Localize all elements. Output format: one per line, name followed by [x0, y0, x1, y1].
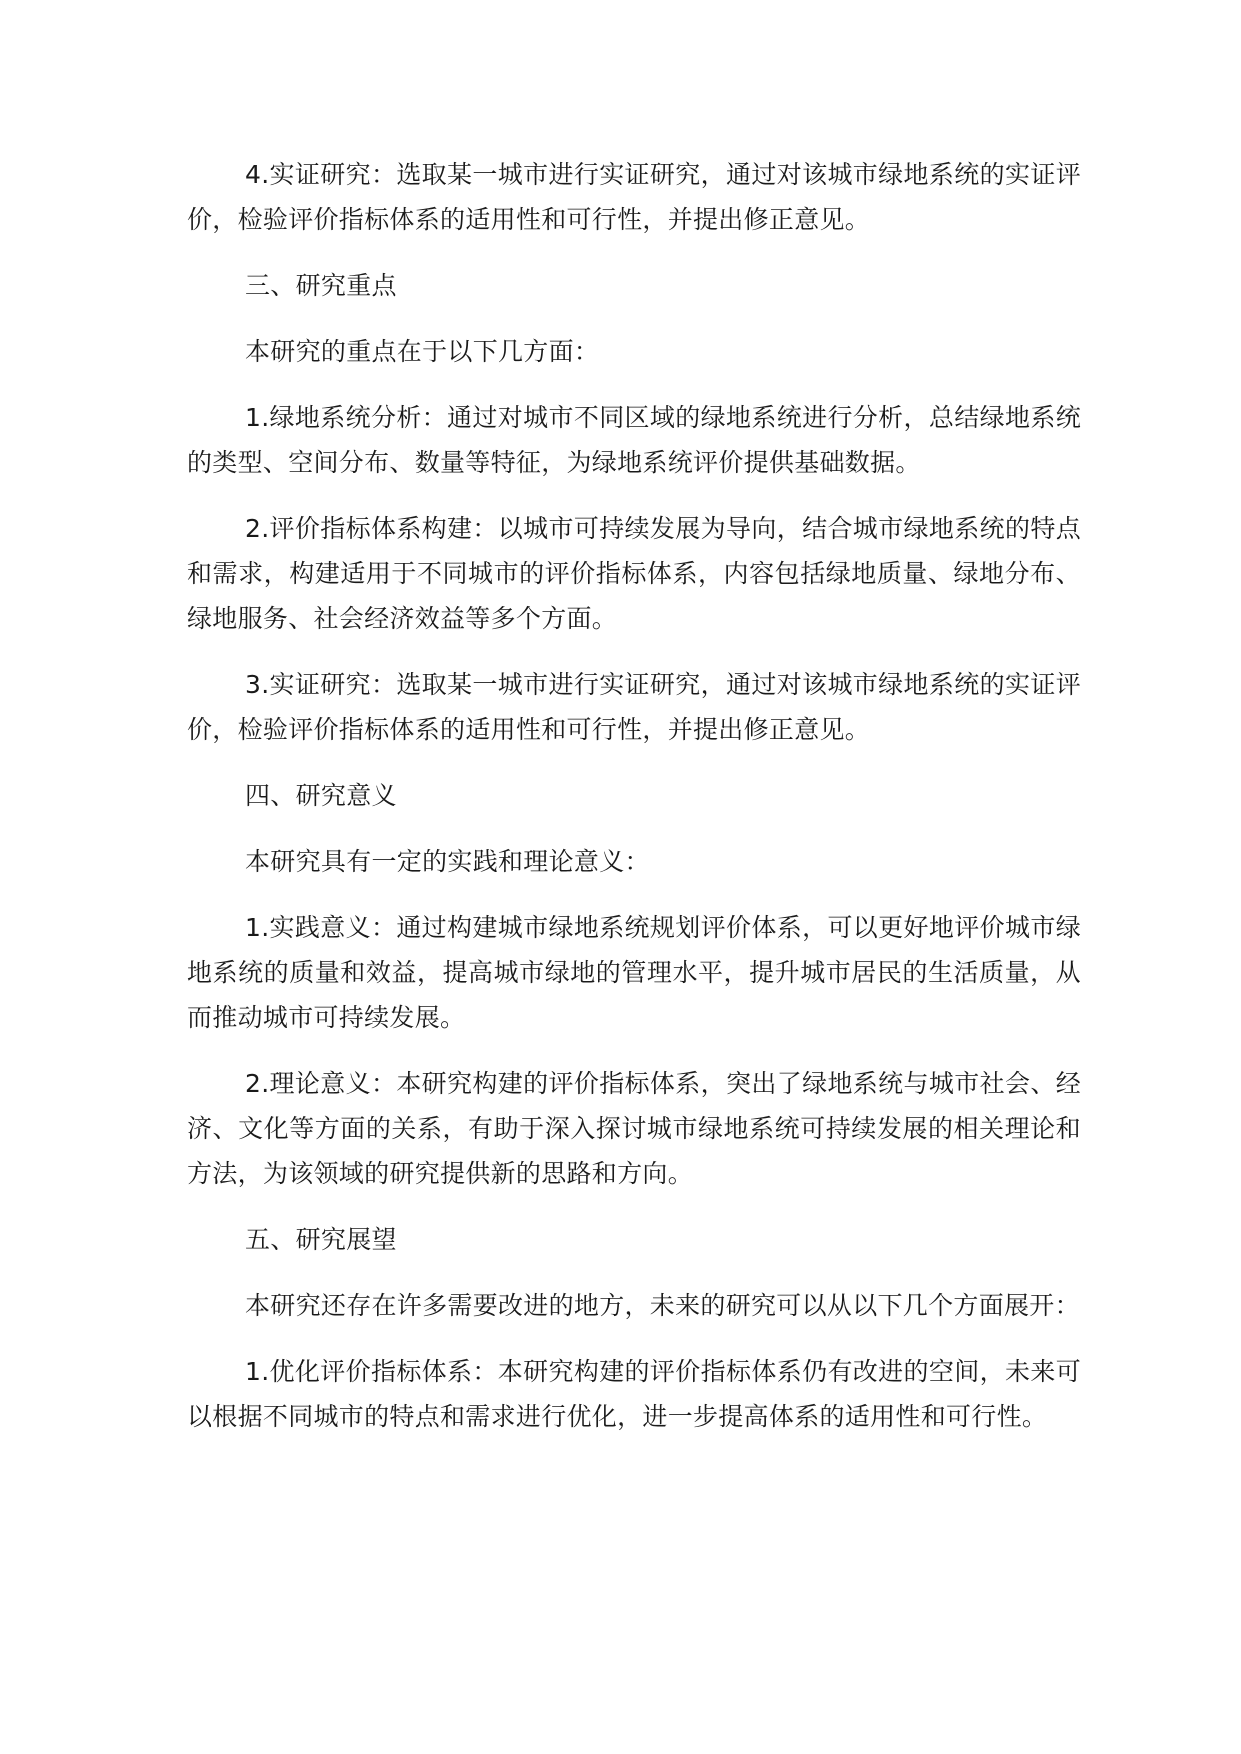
paragraph-empirical-research-3: 3.实证研究：选取某一城市进行实证研究，通过对该城市绿地系统的实证评价，检验评价指标体系的适用性和可行性，并提出修正意见。	[187, 670, 1081, 744]
paragraph-practical-significance: 1.实践意义：通过构建城市绿地系统规划评价体系，可以更好地评价城市绿地系统的质量和效益，提高城市绿地的管理水平，提升城市居民的生活质量，从而推动城市可持续发展。	[187, 913, 1081, 1032]
paragraph-theoretical-significance: 2.理论意义：本研究构建的评价指标体系，突出了绿地系统与城市社会、经济、文化等方面的关系，有助于深入探讨城市绿地系统可持续发展的相关理论和方法，为该领域的研究提供新的思路和方向。	[187, 1069, 1081, 1188]
paragraph-outlook-intro: 本研究还存在许多需要改进的地方，未来的研究可以从以下几个方面展开：	[245, 1291, 1080, 1320]
paragraph-optimize-indicators: 1.优化评价指标体系：本研究构建的评价指标体系仍有改进的空间，未来可以根据不同城市的特点和需求进行优化，进一步提高体系的适用性和可行性。	[187, 1357, 1081, 1431]
section-heading-research-significance: 四、研究意义	[245, 781, 397, 810]
paragraph-indicator-system: 2.评价指标体系构建：以城市可持续发展为导向，结合城市绿地系统的特点和需求，构建适用于不同城市的评价指标体系，内容包括绿地质量、绿地分布、绿地服务、社会经济效益等多个方面。	[187, 514, 1081, 633]
section-heading-research-focus: 三、研究重点	[245, 271, 397, 300]
paragraph-focus-intro: 本研究的重点在于以下几方面：	[245, 337, 600, 366]
paragraph-green-space-analysis: 1.绿地系统分析：通过对城市不同区域的绿地系统进行分析，总结绿地系统的类型、空间分布、数量等特征，为绿地系统评价提供基础数据。	[187, 403, 1081, 477]
paragraph-empirical-research-4: 4.实证研究：选取某一城市进行实证研究，通过对该城市绿地系统的实证评价，检验评价指标体系的适用性和可行性，并提出修正意见。	[187, 160, 1081, 234]
document-body	[187, 152, 1081, 1460]
paragraph-significance-intro: 本研究具有一定的实践和理论意义：	[245, 847, 650, 876]
section-heading-research-outlook: 五、研究展望	[245, 1225, 397, 1254]
